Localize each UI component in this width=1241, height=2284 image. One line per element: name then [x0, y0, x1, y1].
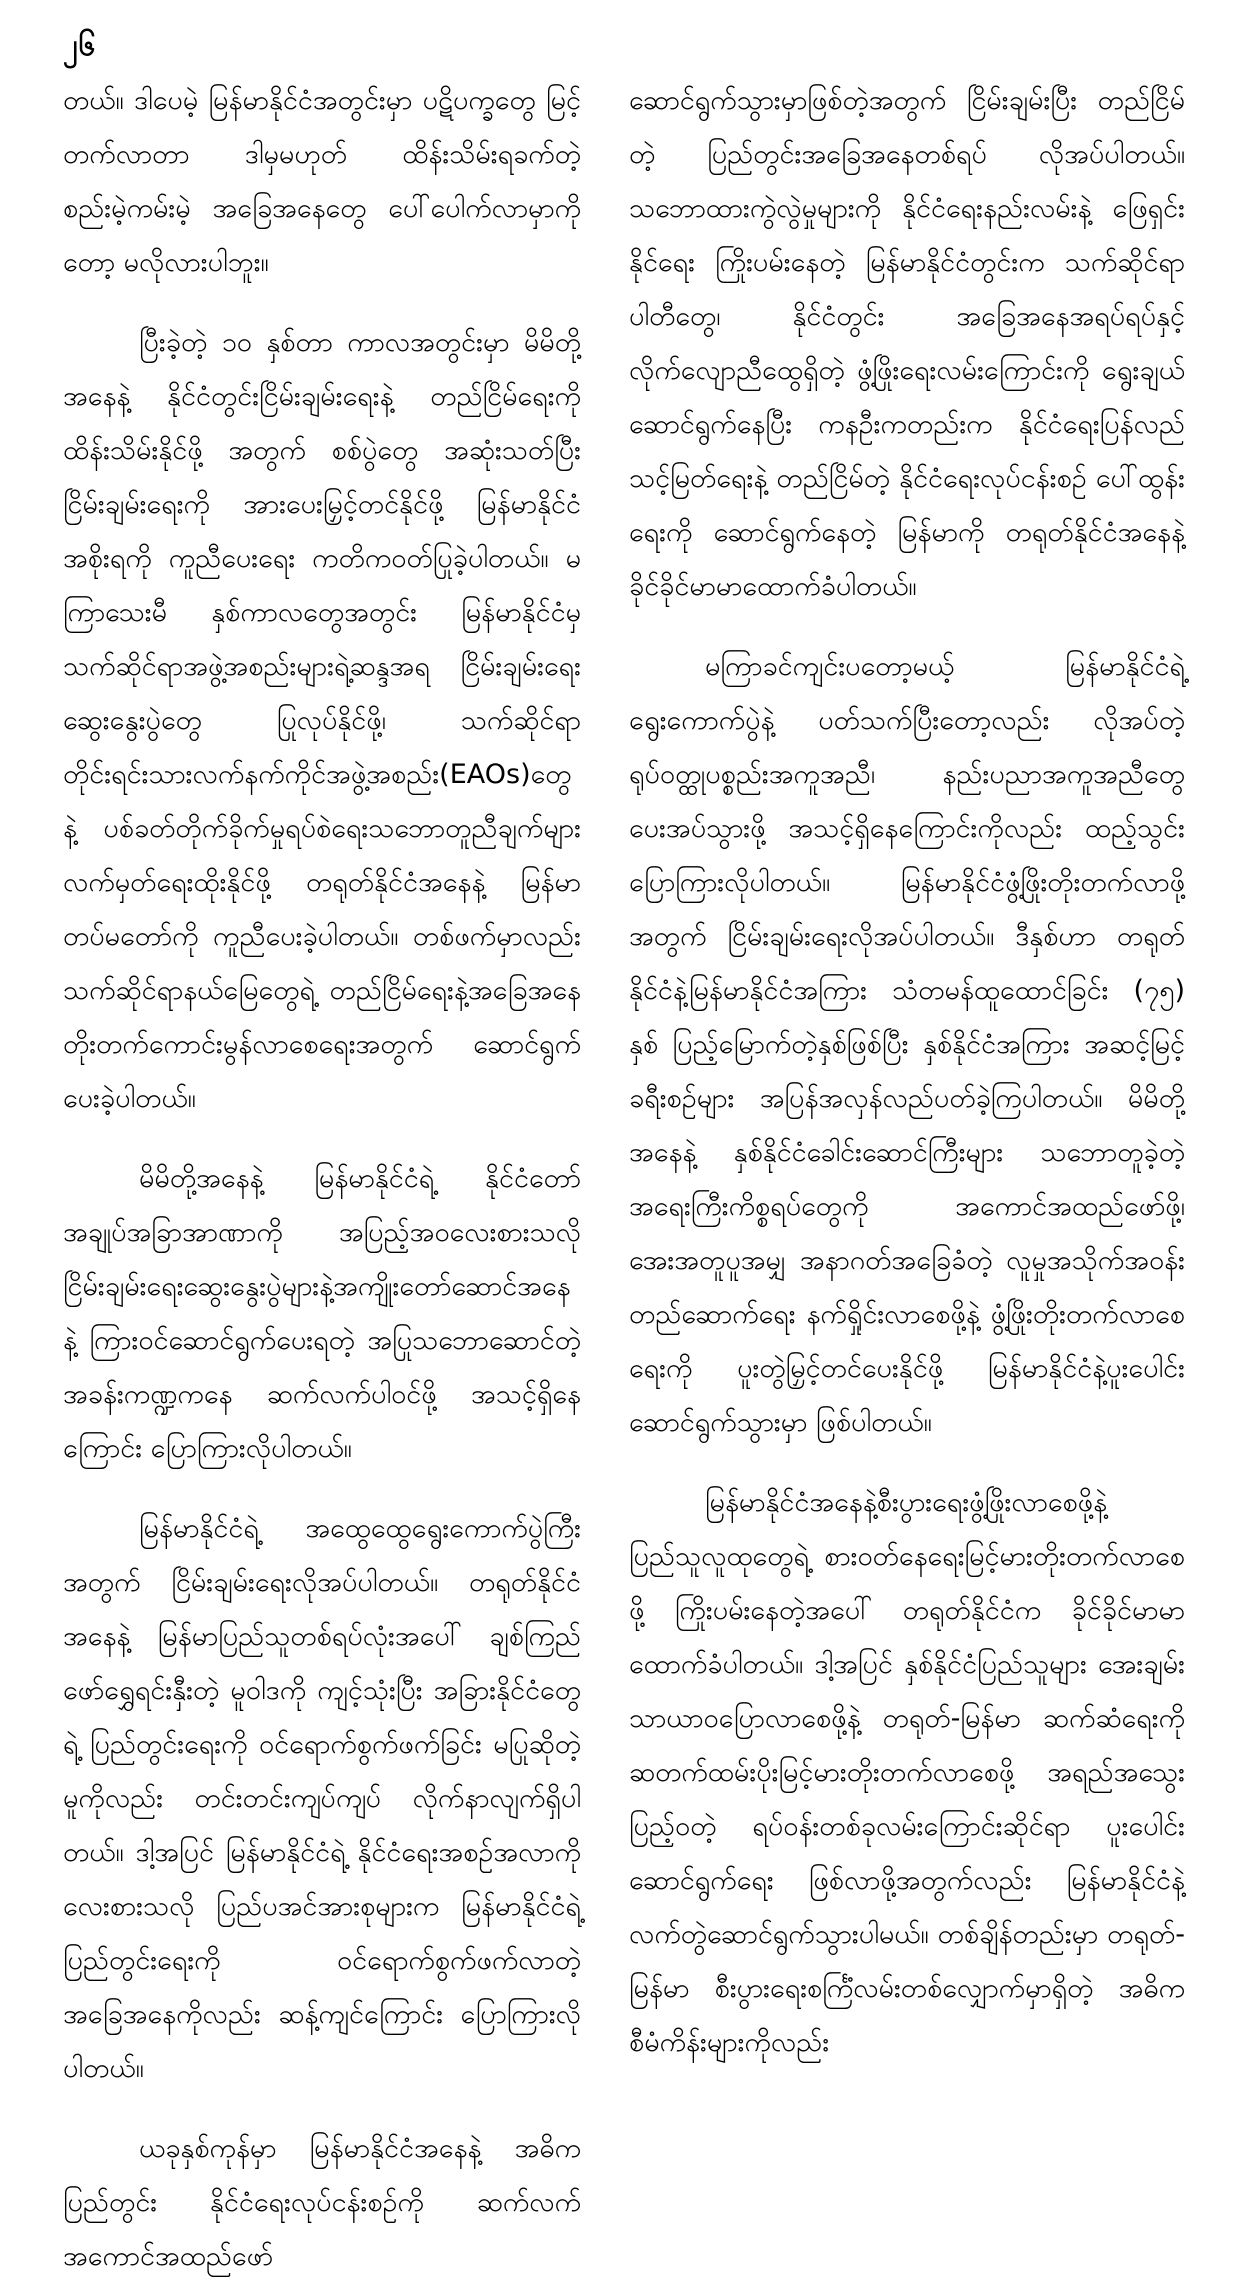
paragraph: တယ်။ ဒါပေမဲ့ မြန်မာနိုင်ငံအတွင်းမှာ ပဋိပက္ခတွေ မြင့်တက်လာတာ ဒါမှမဟုတ် ထိန်းသိမ်းရခက်တဲ့ စည်းမဲ့ကမ်းမဲ့ အခြေအနေတွေ ပေါ်ပေါက်လာမှာကိုတော့ မလိုလားပါဘူး။ — [63, 85, 581, 278]
paragraph: ဆောင်ရွက်သွားမှာဖြစ်တဲ့အတွက် ငြိမ်းချမ်းပြီး တည်ငြိမ်တဲ့ ပြည်တွင်းအခြေအနေတစ်ရပ် လိုအပ်ပါတယ်။ သဘောထားကွဲလွဲမှုများကို နိုင်ငံရေးနည်းလမ်းနဲ့ ဖြေရှင်းနိုင်ရေး ကြိုးပမ်းနေတဲ့ မြန်မာနိုင်ငံတွင်းက သက်ဆိုင်ရာ ပါတီတွေ၊ နိုင်ငံတွင်း အခြေအနေအရပ်ရပ်နှင့် လိုက်လျောညီထွေရှိတဲ့ ဖွံ့ဖြိုးရေးလမ်းကြောင်းကို ရွေးချယ်ဆောင်ရွက်နေပြီး ကနဦးကတည်းက နိုင်ငံရေးပြန်လည်သင့်မြတ်ရေးနဲ့ တည်ငြိမ်တဲ့ နိုင်ငံရေးလုပ်ငန်းစဉ် ပေါ်ထွန်းရေးကို ဆောင်ရွက်နေတဲ့ မြန်မာကို တရုတ်နိုင်ငံအနေနဲ့ ခိုင်ခိုင်မာမာထောက်ခံပါတယ်။ — [629, 85, 1185, 602]
page-number: ၂၆ — [63, 28, 97, 63]
two-column-layout — [63, 74, 1185, 2284]
right-column — [629, 74, 1185, 2070]
paragraph: ယခုနှစ်ကုန်မှာ မြန်မာနိုင်ငံအနေနဲ့ အဓိကပြည်တွင်း နိုင်ငံရေးလုပ်ငန်းစဉ်ကို ဆက်လက်အကောင်အထည်ဖော် — [63, 2133, 581, 2272]
paragraph: မကြာခင်ကျင်းပတော့မယ့် မြန်မာနိုင်ငံရဲ့ရွေးကောက်ပွဲနဲ့ ပတ်သက်ပြီးတော့လည်း လိုအပ်တဲ့ ရုပ်ဝတ္ထုပစ္စည်းအကူအညီ၊ နည်းပညာအကူအညီတွေ ပေးအပ်သွားဖို့ အသင့်ရှိနေကြောင်းကိုလည်း ထည့်သွင်းပြောကြားလိုပါတယ်။ မြန်မာနိုင်ငံဖွံ့ဖြိုးတိုးတက်လာဖို့အတွက် ငြိမ်းချမ်းရေးလိုအပ်ပါတယ်။ ဒီနှစ်ဟာ တရုတ်နိုင်ငံနဲ့မြန်မာနိုင်ငံအကြား သံတမန်ထူထောင်ခြင်း (၇၅) နှစ် ပြည့်မြောက်တဲ့နှစ်ဖြစ်ပြီး နှစ်နိုင်ငံအကြား အဆင့်မြင့်ခရီးစဉ်များ အပြန်အလှန်လည်ပတ်ခဲ့ကြပါတယ်။ မိမိတို့အနေနဲ့ နှစ်နိုင်ငံခေါင်းဆောင်ကြီးများ သဘောတူခဲ့တဲ့ အရေးကြီးကိစ္စရပ်တွေကို အကောင်အထည်ဖော်ဖို့၊ အေးအတူပူအမျှ အနာဂတ်အခြေခံတဲ့ လူမှုအသိုက်အဝန်း တည်ဆောက်ရေး နက်ရှိုင်းလာစေဖို့နဲ့ ဖွံ့ဖြိုးတိုးတက်လာစေရေးကို ပူးတွဲမြှင့်တင်ပေးနိုင်ဖို့ မြန်မာနိုင်ငံနဲ့ပူးပေါင်း ဆောင်ရွက်သွားမှာ ဖြစ်ပါတယ်။ — [629, 651, 1185, 1438]
paragraph: ပြီးခဲ့တဲ့ ၁၀ နှစ်တာ ကာလအတွင်းမှာ မိမိတို့အနေနဲ့ နိုင်ငံတွင်းငြိမ်းချမ်းရေးနဲ့ တည်ငြိမ်ရေးကို ထိန်းသိမ်းနိုင်ဖို့ အတွက် စစ်ပွဲတွေ အဆုံးသတ်ပြီး ငြိမ်းချမ်းရေးကို အားပေးမြှင့်တင်နိုင်ဖို့ မြန်မာနိုင်ငံအစိုးရကို ကူညီပေးရေး ကတိကဝတ်ပြုခဲ့ပါတယ်။ မကြာသေးမီ နှစ်ကာလတွေအတွင်း မြန်မာနိုင်ငံမှ သက်ဆိုင်ရာအဖွဲ့အစည်းများရဲ့ဆန္ဒအရ ငြိမ်းချမ်းရေးဆွေးနွေးပွဲတွေ ပြုလုပ်နိုင်ဖို့၊ သက်ဆိုင်ရာ တိုင်းရင်းသားလက်နက်ကိုင်အဖွဲ့အစည်း(EAOs)တွေနဲ့ ပစ်ခတ်တိုက်ခိုက်မှုရပ်စဲရေးသဘောတူညီချက်များ လက်မှတ်ရေးထိုးနိုင်ဖို့ တရုတ်နိုင်ငံအနေနဲ့ မြန်မာတပ်မတော်ကို ကူညီပေးခဲ့ပါတယ်။ တစ်ဖက်မှာလည်း သက်ဆိုင်ရာနယ်မြေတွေရဲ့ တည်ငြိမ်ရေးနဲ့အခြေအနေ တိုးတက်ကောင်းမွန်လာစေရေးအတွက် ဆောင်ရွက်ပေးခဲ့ပါတယ်။ — [63, 327, 581, 1114]
paragraph: မြန်မာနိုင်ငံရဲ့ အထွေထွေရွေးကောက်ပွဲကြီးအတွက် ငြိမ်းချမ်းရေးလိုအပ်ပါတယ်။ တရုတ်နိုင်ငံအနေနဲ့ မြန်မာပြည်သူတစ်ရပ်လုံးအပေါ် ချစ်ကြည်ဖော်ရွှေရင်းနှီးတဲ့ မူဝါဒကို ကျင့်သုံးပြီး အခြားနိုင်ငံတွေရဲ့ ပြည်တွင်းရေးကို ဝင်ရောက်စွက်ဖက်ခြင်း မပြုဆိုတဲ့မူကိုလည်း တင်းတင်းကျပ်ကျပ် လိုက်နာလျက်ရှိပါတယ်။ ဒါ့အပြင် မြန်မာနိုင်ငံရဲ့ နိုင်ငံရေးအစဉ်အလာကို လေးစားသလို ပြည်ပအင်အားစုများက မြန်မာနိုင်ငံရဲ့ ပြည်တွင်းရေးကို ဝင်ရောက်စွက်ဖက်လာတဲ့ အခြေအနေကိုလည်း ဆန့်ကျင်ကြောင်း ပြောကြားလိုပါတယ်။ — [63, 1513, 581, 2084]
paragraph: မြန်မာနိုင်ငံအနေနဲ့စီးပွားရေးဖွံ့ဖြိုးလာစေဖို့နဲ့ ပြည်သူလူထုတွေရဲ့ စားဝတ်နေရေးမြင့်မားတိုးတက်လာစေဖို့ ကြိုးပမ်းနေတဲ့အပေါ် တရုတ်နိုင်ငံက ခိုင်ခိုင်မာမာ ထောက်ခံပါတယ်။ ဒါ့အပြင် နှစ်နိုင်ငံပြည်သူများ အေးချမ်းသာယာဝပြောလာစေဖို့နဲ့ တရုတ်-မြန်မာ ဆက်ဆံရေးကို ဆတက်ထမ်းပိုးမြင့်မားတိုးတက်လာစေဖို့ အရည်အသွေးပြည့်ဝတဲ့ ရပ်ဝန်းတစ်ခုလမ်းကြောင်းဆိုင်ရာ ပူးပေါင်းဆောင်ရွက်ရေး ဖြစ်လာဖို့အတွက်လည်း မြန်မာနိုင်ငံနဲ့ လက်တွဲဆောင်ရွက်သွားပါမယ်။ တစ်ချိန်တည်းမှာ တရုတ်-မြန်မာ စီးပွားရေးစင်္ကြံလမ်းတစ်လျှောက်မှာရှိတဲ့ အဓိကစီမံကိန်းများကိုလည်း — [629, 1487, 1185, 2058]
left-column — [63, 74, 581, 2284]
paragraph: မိမိတို့အနေနဲ့ မြန်မာနိုင်ငံရဲ့ နိုင်ငံတော်အချုပ်အခြာအာဏာကို အပြည့်အဝလေးစားသလို ငြိမ်းချမ်းရေးဆွေးနွေးပွဲများနဲ့အကျိုးတော်ဆောင်အနေနဲ့ ကြားဝင်ဆောင်ရွက်ပေးရတဲ့ အပြုသဘောဆောင်တဲ့ အခန်းကဏ္ဍကနေ ဆက်လက်ပါဝင်ဖို့ အသင့်ရှိနေကြောင်း ပြောကြားလိုပါတယ်။ — [63, 1163, 581, 1464]
